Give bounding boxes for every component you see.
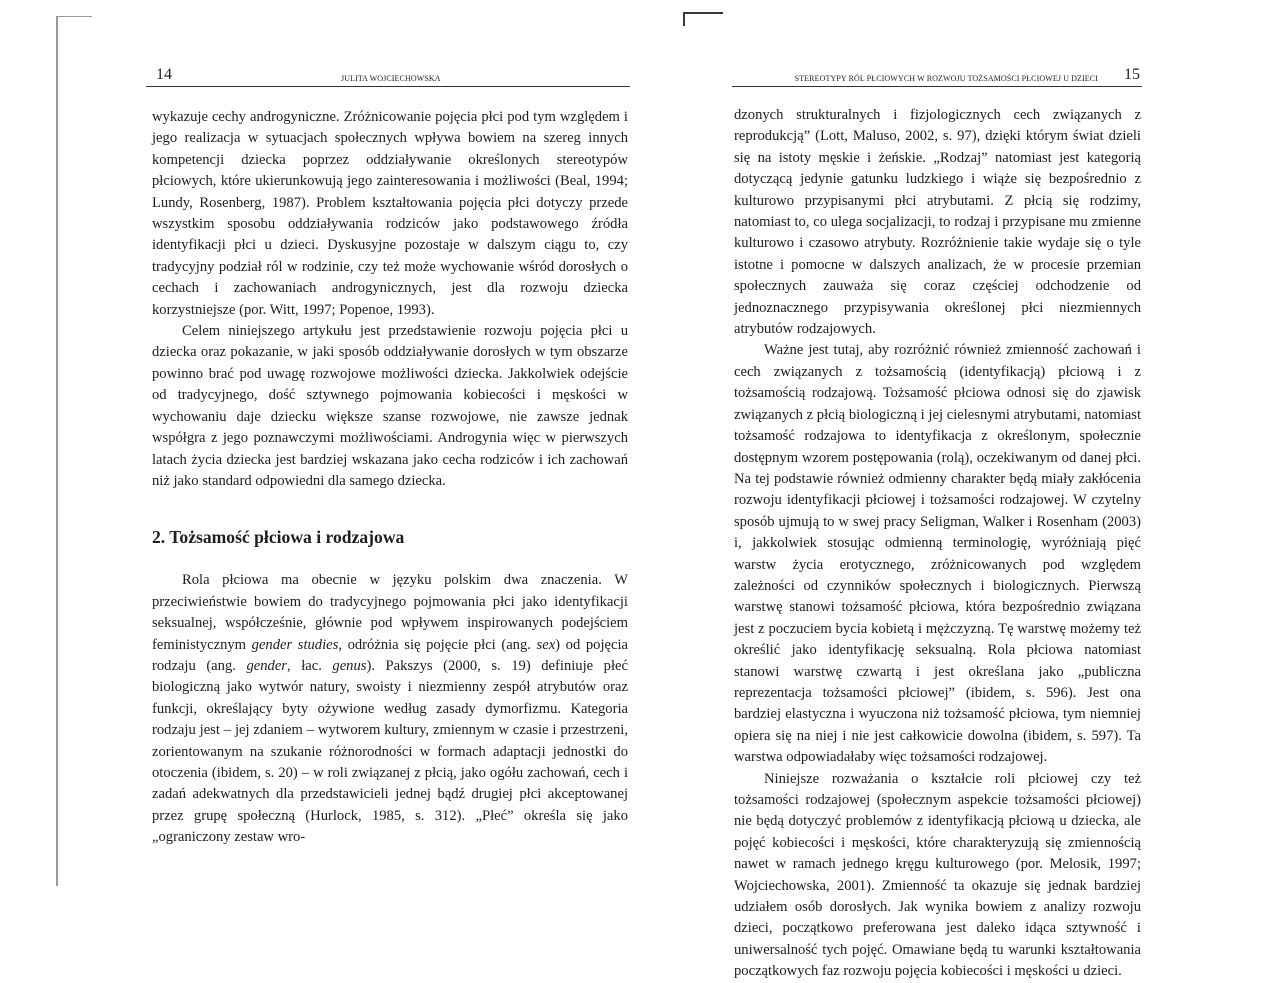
section-heading: 2. Tożsamość płciowa i rodzajowa bbox=[152, 527, 405, 548]
paragraph-3: Niniejsze rozważania o kształcie roli płciowej czy też tożsamości rodzajowej (społecznym aspekcie tożsamości płciowej) nie będą dotyczyć problemów z identyfikacją płciową u dziecka, ale pojęć kobiecości i męskości, które charakteryzują się zmiennością nawet w ramach jednego kręgu kulturowego (por. Melosik, 1997; Wojciechowska, 2001). Zmienność ta okazuje się jednak bardziej udziałem osób dorosłych. Jak wynika bowiem z analizy rozwoju dzieci, początkowo preferowana jest daleko idąca sztywność i uniwersalność tych pojęć. Omawiane będą tu warunki kształtowania początkowych faz rozwoju pojęcia kobiecości i męskości u dzieci. bbox=[734, 770, 1141, 980]
paragraph-1: dzonych strukturalnych i fizjologicznych cech związanych z reprodukcją” (Lott, Maluso, 2002, s. 97), dzięki którym świat dzieli się na istoty męskie i żeńskie. „Rodzaj” natomiast jest kategorią dotyczącą jedynie gatunku ludzkiego i wiąże się bezpośrednio z kulturowo przypisanymi płci atrybutami. Z płcią się rodzimy, natomiast to, co ulega socjalizacji, to rodzaj i przypisane mu zmienne kulturowo i czasowo atrybuty. Rozróżnienie takie wydaje się o tyle istotne i pomocne w dalszych analizach, że w procesie przemian społecznych zauważa się coraz częściej odchodzenie od jednoznacznego przypisywania określonej płci niezmiennych atrybutów rodzajowych. bbox=[734, 107, 1141, 338]
p3-italic-gender: gender bbox=[246, 657, 287, 674]
left-page-body bbox=[152, 107, 628, 849]
right-page-header bbox=[732, 64, 1142, 87]
section-gap bbox=[152, 492, 628, 512]
paragraph-2: Ważne jest tutaj, aby rozróżnić również zmienność zachowań i cech związanych z tożsamością (identyfikacją) płciową i z tożsamością rodzajową. Tożsamość płciowa odnosi się do zjawisk związanych z płcią biologiczną i jej cielesnymi atrybutami, natomiast tożsamość rodzajowa to identyfikacja z określonym, społecznie dostępnym wzorem postępowania (rolą), oczekiwanym od danej płci. Na tej podstawie również odmienny charakter będą miały zakłócenia rozwoju identyfikacji płciowej i tożsamości rodzajowej. W czytelny sposób ujmują to w swej pracy Seligman, Walker i Rosenham (2003) i, jakkolwiek stosując odmienną terminologię, wyróżniają pięć warstw życia erotycznego, zróżnicowanych pod względem zależności od czynników społecznych i biologicznych. Pierwszą warstwę stanowi tożsamość płciowa, która bezpośrednio związana jest z poczuciem bycia kobietą i mężczyzną. Tę warstwę możemy też określić jako identyfikację seksualną. Rola płciowa natomiast stanowi warstwę czwartą i jest określana jako „publiczna reprezentacja tożsamości płciowej” (ibidem, s. 596). Jest ona bardziej elastyczna i wyuczona niż tożsamość płciowa, tym niemniej opiera się na niej i nie jest całkowicie dowolna (ibidem, s. 597). Ta warstwa odpowiadałaby więc tożsamości rodzajowej. bbox=[734, 342, 1141, 766]
running-head-author: JULITA WOJCIECHOWSKA bbox=[341, 74, 441, 83]
right-page-body bbox=[734, 105, 1141, 983]
left-page bbox=[0, 0, 631, 894]
p3-text-e: ). Pakszys (2000, s. 19) definiuje płeć biologiczną jako wytwór natury, swoisty i niezmienny zespół atrybutów oraz funkcji, określający byty ożywione według zasady dymorfizmu. Kategoria rodzaju jest – jej zdaniem – wytworem kultury, zmiennym w czasie i przestrzeni, zorientowanym na szukanie różnorodności w formach adaptacji jednostki do otoczenia (ibidem, s. 20) – w roli związanej z płcią, jako ogółu zachowań, cech i zadań adekwatnych dla przedstawicieli jednej bądź drugiej płci akceptowanej przez grupę społeczną (Hurlock, 1985, s. 312). „Płeć” określa się jako „ograniczony zestaw wro- bbox=[152, 657, 628, 846]
paragraph-3 bbox=[152, 570, 628, 848]
p3-italic-gender-studies: gender studies bbox=[251, 636, 339, 653]
p3-text-b: , odróżnia się pojęcie płci (ang. bbox=[338, 636, 537, 653]
right-page bbox=[631, 0, 1262, 980]
p3-text-a: Rola płciowa ma obecnie w języku polskim dwa znaczenia. W przeciwieństwie bowiem do tradycyjnego pojmowania płci jako identyfikacji seksualnej, współcześnie, głównie pod wpływem inspirowanych podejściem feministycznym bbox=[152, 572, 628, 653]
page-number-left: 14 bbox=[156, 66, 172, 83]
p3-italic-genus: genus bbox=[332, 657, 367, 674]
paragraph-1: wykazuje cechy androgyniczne. Zróżnicowanie pojęcia płci pod tym względem i jego realizacja w sytuacjach społecznych wpływa bowiem na szereg innych kompetencji dziecka poprzez oddziaływanie określonych stereotypów płciowych, które ukierunkowują jego zainteresowania i możliwości (Beal, 1994; Lundy, Rosenberg, 1987). Problem kształtowania pojęcia płci dotyczy przede wszystkim sposobu oddziaływania rodziców jako podstawowego źródła identyfikacji płci u dzieci. Dyskusyjne pozostaje w dalszym ciągu to, czy tradycyjny podział ról w rodzinie, czy też może wychowanie wśród dorosłych o cechach i zachowaniach androgynicznych, jest dla rozwoju dziecka korzystniejsze (por. Witt, 1997; Popenoe, 1993). bbox=[152, 109, 628, 318]
page-number-right: 15 bbox=[1124, 66, 1140, 83]
paragraph-2: Celem niniejszego artykułu jest przedstawienie rozwoju pojęcia płci u dziecka oraz pokazanie, w jaki sposób oddziaływanie dorosłych w tym obszarze powinno brać pod uwagę rozwojowe możliwości dziecka. Jakkolwiek odejście od tradycyjnego, dość sztywnego pojmowania kobiecości i męskości w wychowaniu daje dziecku większe szanse rozwojowe, nie zawsze jednak współgra z jego poznawczymi możliwościami. Androgynia więc w pierwszych latach życia dziecka jest bardziej wskazana jako cecha rodziców i ich zachowań niż jako standard odpowiedni dla samego dziecka. bbox=[152, 323, 628, 489]
running-head-title: STEREOTYPY RÓL PŁCIOWYCH W ROZWOJU TOŻSAMOŚCI PŁCIOWEJ U DZIECI bbox=[794, 74, 1098, 83]
left-page-header bbox=[146, 64, 630, 87]
p3-text-c: ) od pojęcia rodzaju (ang. bbox=[152, 636, 628, 674]
p3-text-d: , łac. bbox=[286, 657, 333, 674]
p3-italic-sex: sex bbox=[536, 636, 556, 653]
